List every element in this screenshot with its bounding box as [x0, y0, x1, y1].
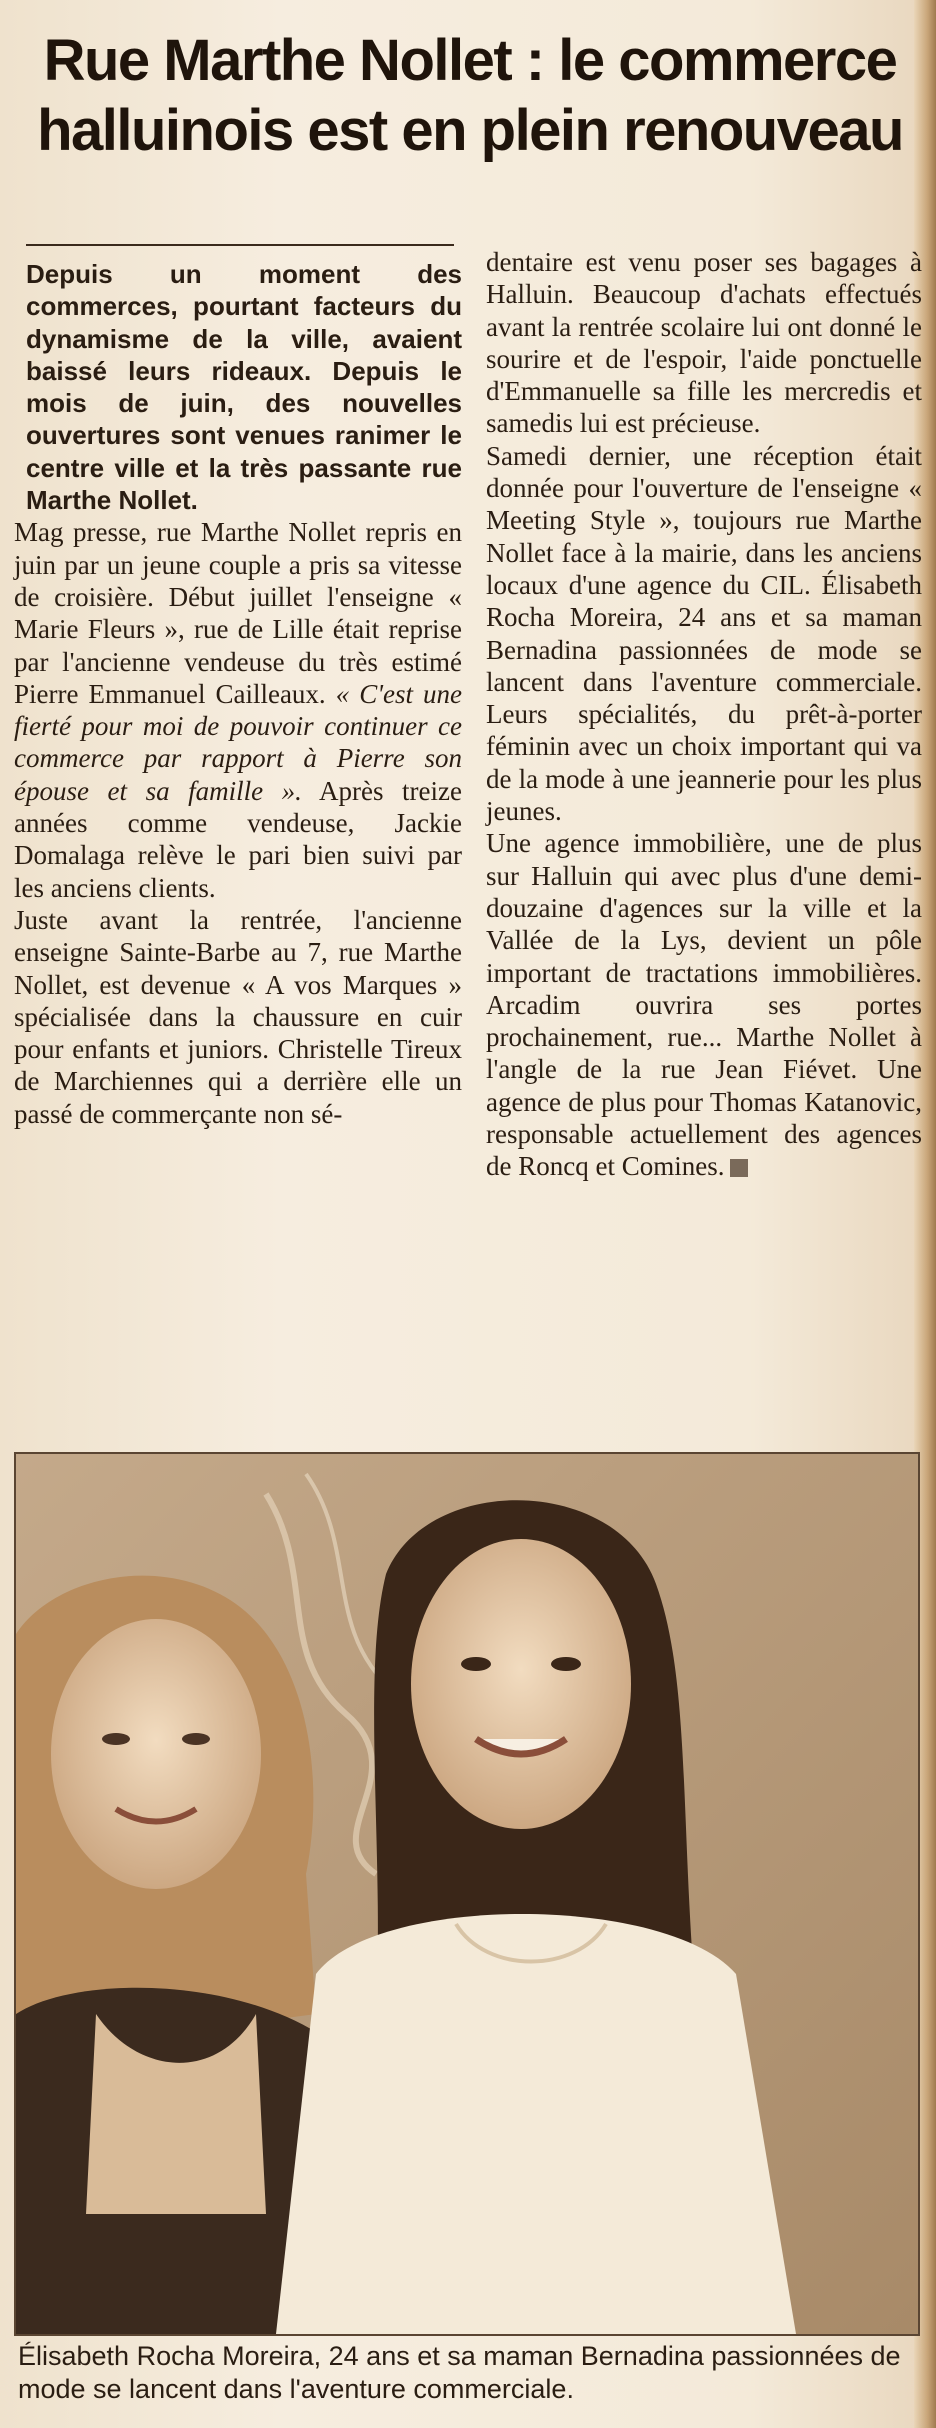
photo-two-women [16, 1454, 918, 2334]
paragraph-text: Mag presse, rue Marthe Nollet repris en juin par un jeune couple a pris sa vitesse de croisière. Début juillet l'enseigne « Marie Fleurs », rue de Lille était reprise par l'ancienne vendeuse du très estimé Pierre Emmanuel Cailleaux. [14, 517, 462, 709]
article-paragraph: Juste avant la rentrée, l'ancienne enseigne Sainte-Barbe au 7, rue Marthe Nollet, est devenue « A vos Marques » spécialisée dans la chaussure en cuir pour enfants et juniors. Christelle Tireux de Marchiennes qui a derrière elle un passé de commerçante non sé- [14, 904, 462, 1129]
article-column-right [486, 246, 922, 1183]
article-paragraph [486, 827, 922, 1182]
article-paragraph [14, 516, 462, 904]
article-column-left [14, 258, 462, 1130]
paragraph-quote: « C'est une fierté pour moi de pouvoir continuer ce commerce par rapport à Pierre son épouse et sa famille ». [14, 678, 462, 806]
article-headline: Rue Marthe Nollet : le commerce halluinois est en plein renouveau [37, 28, 903, 163]
end-of-article-mark [730, 1159, 748, 1177]
paragraph-text: Après treize années comme vendeuse, Jackie Domalaga relève le pari bien suivi par les anciens clients. [14, 775, 462, 903]
photo-caption: Élisabeth Rocha Moreira, 24 ans et sa maman Bernadina passionnées de mode se lancent dans l'aventure commerciale. [18, 2341, 901, 2404]
article-lead: Depuis un moment des commerces, pourtant facteurs du dynamisme de la ville, avaient baissé leurs rideaux. Depuis le mois de juin, des nouvelles ouvertures sont venues ranimer le centre ville et la très passante rue Marthe Nollet. [26, 259, 462, 516]
headline-rule [26, 244, 454, 246]
paragraph-text: Une agence immobilière, une de plus sur Halluin qui avec plus d'une demi-douzaine d'agences sur la ville et la Vallée de la Lys, devient un pôle important de tractations immobilières. Arcadim ouvrira ses portes prochainement, rue... Marthe Nollet à l'angle de la rue Jean Fiévet. Une agence de plus pour Thomas Katanovic, responsable actuellement des agences de Roncq et Comines. [486, 828, 922, 1182]
article-paragraph: Samedi dernier, une réception était donnée pour l'ouverture de l'enseigne « Meeting Style », toujours rue Marthe Nollet face à la mairie, dans les anciens locaux d'une agence du CIL. Élisabeth Rocha Moreira, 24 ans et sa maman Bernadina passionnées de mode se lancent dans l'aventure commerciale. Leurs spécialités, du prêt-à-porter féminin avec un choix important qui va de la mode à une jeannerie pour les plus jeunes. [486, 440, 922, 827]
article-photo [14, 1452, 920, 2336]
article-paragraph: dentaire est venu poser ses bagages à Halluin. Beaucoup d'achats effectués avant la rentrée scolaire lui ont donné le sourire et de l'espoir, l'aide ponctuelle d'Emmanuelle sa fille les mercredis et samedis lui est précieuse. [486, 247, 922, 439]
